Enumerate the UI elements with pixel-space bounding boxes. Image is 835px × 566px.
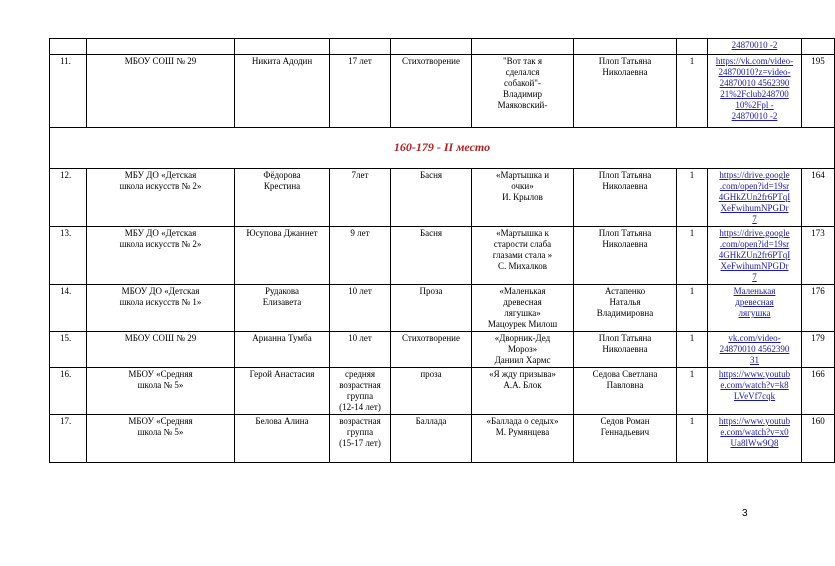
cell-score: 173 — [802, 227, 835, 285]
org-line: школа искусств № 1» — [119, 297, 202, 307]
cell-link[interactable] — [708, 415, 802, 463]
work-line: «Я жду призыва» — [489, 369, 556, 379]
video-link-line[interactable]: XeFwihumNPGDr — [720, 203, 789, 213]
video-link-line[interactable]: 24870010?z=video- — [718, 67, 791, 77]
teacher-line: Геннадьевич — [600, 427, 650, 437]
video-link-line[interactable]: https://www.youtub — [718, 369, 791, 379]
age-line: 9 лет — [350, 228, 370, 238]
cell-org — [87, 39, 235, 55]
cell-count: 1 — [677, 285, 708, 332]
video-link-line[interactable]: древесная — [735, 297, 774, 307]
work-line: старости слаба — [493, 239, 552, 249]
age-line: возрастная — [339, 380, 381, 390]
table-row — [50, 285, 835, 332]
cell-work — [472, 415, 574, 463]
video-link-line[interactable]: https://drive.google — [719, 170, 790, 180]
video-link-line[interactable]: https://drive.google — [719, 228, 790, 238]
genre-line: Басня — [419, 170, 443, 180]
cell-work — [472, 55, 574, 128]
cell-org — [87, 227, 235, 285]
work-line: А.А. Блок — [503, 380, 542, 390]
video-link-line[interactable]: e.com/watch?v=k8 — [720, 380, 789, 390]
cell-score: 176 — [802, 285, 835, 332]
video-link-line[interactable]: vk.com/video- — [728, 333, 781, 343]
video-link-line[interactable]: 7 — [752, 214, 757, 224]
cell-age — [330, 227, 391, 285]
genre-line: проза — [420, 369, 442, 379]
age-line: 7лет — [351, 170, 369, 180]
cell-name — [235, 332, 330, 368]
name-line: Арианна Тумба — [252, 333, 312, 343]
work-line: Мороз» — [507, 344, 538, 354]
org-line: МБОУ СОШ № 29 — [124, 56, 197, 66]
teacher-line: Седова Светлана — [592, 369, 658, 379]
teacher-line: Плоп Татьяна — [598, 333, 652, 343]
age-line: группа — [346, 427, 374, 437]
video-link-line[interactable]: LVeVf7cqk — [733, 391, 776, 401]
cell-link[interactable] — [708, 332, 802, 368]
cell-genre — [391, 368, 472, 415]
teacher-line: Плоп Татьяна — [598, 170, 652, 180]
age-line: (12-14 лет) — [339, 402, 381, 412]
video-link-line[interactable]: .com/open?id=19sr — [719, 239, 790, 249]
name-line: Юсупова Джаннет — [246, 228, 318, 238]
teacher-line: Владимировна — [596, 308, 654, 318]
cell-name — [235, 227, 330, 285]
table-row — [50, 368, 835, 415]
cell-genre — [391, 332, 472, 368]
cell-teacher — [574, 368, 677, 415]
work-line: «Дворник-Дед — [494, 333, 551, 343]
video-link-line[interactable]: e.com/watch?v=x0 — [720, 427, 789, 437]
cell-age — [330, 332, 391, 368]
work-line: Владимир — [503, 89, 542, 99]
teacher-line: Плоп Татьяна — [598, 228, 652, 238]
cell-link[interactable] — [708, 285, 802, 332]
work-line: «Мартышка и — [495, 170, 550, 180]
cell-count: 1 — [677, 415, 708, 463]
video-link-line[interactable]: 31 — [750, 355, 759, 365]
age-line: средняя — [344, 369, 376, 379]
cell-score: 179 — [802, 332, 835, 368]
table-row — [50, 169, 835, 227]
table-row — [50, 39, 835, 55]
section-header-row — [50, 128, 835, 169]
video-link-line[interactable]: XeFwihumNPGDr — [720, 261, 789, 271]
age-line: 10 лет — [348, 333, 372, 343]
teacher-line: Николаевна — [602, 181, 648, 191]
video-link-line[interactable]: 24870010 4562390 — [719, 344, 790, 354]
cell-genre — [391, 169, 472, 227]
cell-count: 1 — [677, 332, 708, 368]
cell-num: 17. — [50, 415, 87, 463]
video-link-line[interactable]: Ua8lWw9Q8 — [730, 438, 779, 448]
genre-line: Проза — [419, 286, 443, 296]
video-link-line[interactable]: 4GHkZUn2fr6PTqI — [718, 250, 791, 260]
teacher-line: Наталья — [609, 297, 641, 307]
cell-num: 11. — [50, 55, 87, 128]
teacher-line: Плоп Татьяна — [598, 56, 652, 66]
cell-num: 16. — [50, 368, 87, 415]
cell-name — [235, 415, 330, 463]
video-link-line[interactable]: 24870010 4562390 — [719, 78, 790, 88]
video-link-line[interactable]: 10%2Fpl - — [735, 100, 774, 110]
age-line: группа — [346, 391, 374, 401]
table-body — [50, 39, 835, 463]
cell-teacher — [574, 169, 677, 227]
cell-name — [235, 285, 330, 332]
cell-age — [330, 415, 391, 463]
cell-org — [87, 169, 235, 227]
cell-work — [472, 227, 574, 285]
org-line: МБУ ДО «Детская — [124, 228, 197, 238]
cell-link[interactable] — [708, 368, 802, 415]
teacher-line: Астапенко — [604, 286, 646, 296]
org-line: школа искусств № 2» — [119, 239, 202, 249]
cell-teacher — [574, 55, 677, 128]
teacher-line: Николаевна — [602, 344, 648, 354]
video-link-line[interactable]: https://vk.com/video- — [715, 56, 794, 66]
name-line: Крестина — [263, 181, 301, 191]
video-link-line[interactable]: лягушка — [738, 308, 771, 318]
cell-genre — [391, 415, 472, 463]
cell-work — [472, 39, 574, 55]
cell-score: 166 — [802, 368, 835, 415]
org-line: МБОУ ДО «Детская — [121, 286, 200, 296]
work-line: очки» — [511, 181, 534, 191]
age-line: (15-17 лет) — [339, 438, 381, 448]
work-line: лягушка» — [504, 308, 541, 318]
table-row — [50, 332, 835, 368]
cell-age — [330, 169, 391, 227]
cell-teacher — [574, 39, 677, 55]
teacher-line: Павловна — [606, 380, 644, 390]
table-row — [50, 415, 835, 463]
cell-num: 13. — [50, 227, 87, 285]
work-line: «Маленькая — [499, 286, 546, 296]
cell-link[interactable] — [708, 39, 802, 55]
org-line: МБОУ «Средняя — [128, 369, 193, 379]
video-link-line[interactable]: .com/open?id=19sr — [719, 181, 790, 191]
cell-work — [472, 332, 574, 368]
cell-org — [87, 332, 235, 368]
work-line: Мацоурек Милош — [487, 319, 558, 329]
table-row — [50, 55, 835, 128]
work-line: «Баллада о седых» — [486, 416, 559, 426]
teacher-line: Николаевна — [602, 67, 648, 77]
cell-genre — [391, 55, 472, 128]
genre-line: Стихотворение — [402, 333, 460, 343]
org-line: школа искусств № 2» — [119, 181, 202, 191]
cell-teacher — [574, 227, 677, 285]
work-line: С. Михалков — [498, 261, 547, 271]
work-line: "Вот так я — [502, 56, 543, 66]
name-line: Фёдорова — [263, 170, 301, 180]
work-line: «Мартышка к — [496, 228, 549, 238]
age-line: возрастная — [339, 416, 381, 426]
video-link-line[interactable]: 7 — [752, 272, 757, 282]
cell-name — [235, 169, 330, 227]
name-line: Елизавета — [262, 297, 302, 307]
cell-org — [87, 285, 235, 332]
cell-score — [802, 39, 835, 55]
section-title: 160-179 - II место — [393, 140, 491, 154]
cell-count: 1 — [677, 227, 708, 285]
cell-count — [677, 39, 708, 55]
video-link-line[interactable]: 24870010 -2 — [731, 40, 778, 50]
age-line: 17 лет — [348, 56, 372, 66]
work-line: Маяковский- — [497, 100, 548, 110]
work-line: Даниил Хармс — [494, 355, 551, 365]
cell-genre — [391, 285, 472, 332]
cell-org — [87, 55, 235, 128]
cell-genre — [391, 39, 472, 55]
cell-num: 15. — [50, 332, 87, 368]
cell-score: 160 — [802, 415, 835, 463]
cell-num: 14. — [50, 285, 87, 332]
org-line: МБОУ СОШ № 29 — [124, 333, 197, 343]
cell-age — [330, 39, 391, 55]
results-table — [49, 38, 835, 463]
cell-org — [87, 368, 235, 415]
video-link-line[interactable]: 24870010 -2 — [731, 111, 778, 121]
cell-link[interactable] — [708, 227, 802, 285]
cell-genre — [391, 227, 472, 285]
age-line: 10 лет — [348, 286, 372, 296]
work-line: сделался — [505, 67, 540, 77]
cell-count: 1 — [677, 169, 708, 227]
genre-line: Стихотворение — [402, 56, 460, 66]
cell-score: 164 — [802, 169, 835, 227]
video-link-line[interactable]: 4GHkZUn2fr6PTqI — [718, 192, 791, 202]
cell-age — [330, 285, 391, 332]
genre-line: Басня — [419, 228, 443, 238]
section-header-cell — [50, 128, 835, 169]
video-link-line[interactable]: Маленькая — [733, 286, 776, 296]
genre-line: Баллада — [415, 416, 447, 426]
name-line: Герой Анастасия — [249, 369, 315, 379]
cell-teacher — [574, 415, 677, 463]
cell-org — [87, 415, 235, 463]
cell-name — [235, 55, 330, 128]
teacher-line: Седов Роман — [600, 416, 650, 426]
cell-link[interactable] — [708, 55, 802, 128]
work-line: глазами стала » — [492, 250, 553, 260]
org-line: школа № 5» — [137, 380, 184, 390]
cell-age — [330, 55, 391, 128]
cell-name — [235, 368, 330, 415]
work-line: М. Румянцева — [495, 427, 550, 437]
work-line: древесная — [503, 297, 542, 307]
org-line: школа № 5» — [137, 427, 184, 437]
cell-score: 195 — [802, 55, 835, 128]
cell-work — [472, 169, 574, 227]
cell-link[interactable] — [708, 169, 802, 227]
cell-teacher — [574, 332, 677, 368]
cell-age — [330, 368, 391, 415]
cell-count: 1 — [677, 55, 708, 128]
name-line: Белова Алина — [255, 416, 309, 426]
cell-work — [472, 368, 574, 415]
work-line: И. Крылов — [502, 192, 543, 202]
org-line: МБУ ДО «Детская — [124, 170, 197, 180]
name-line: Рудакова — [264, 286, 300, 296]
video-link-line[interactable]: https://www.youtub — [718, 416, 791, 426]
video-link-line[interactable]: 21%2Fclub248700 — [720, 89, 789, 99]
cell-work — [472, 285, 574, 332]
work-line: собакой"- — [504, 78, 541, 88]
table-row — [50, 227, 835, 285]
cell-name — [235, 39, 330, 55]
cell-count: 1 — [677, 368, 708, 415]
cell-teacher — [574, 285, 677, 332]
page-number: 3 — [742, 508, 748, 519]
cell-num — [50, 39, 87, 55]
name-line: Никита Адодин — [251, 56, 313, 66]
cell-num: 12. — [50, 169, 87, 227]
teacher-line: Николаевна — [602, 239, 648, 249]
org-line: МБОУ «Средняя — [128, 416, 193, 426]
